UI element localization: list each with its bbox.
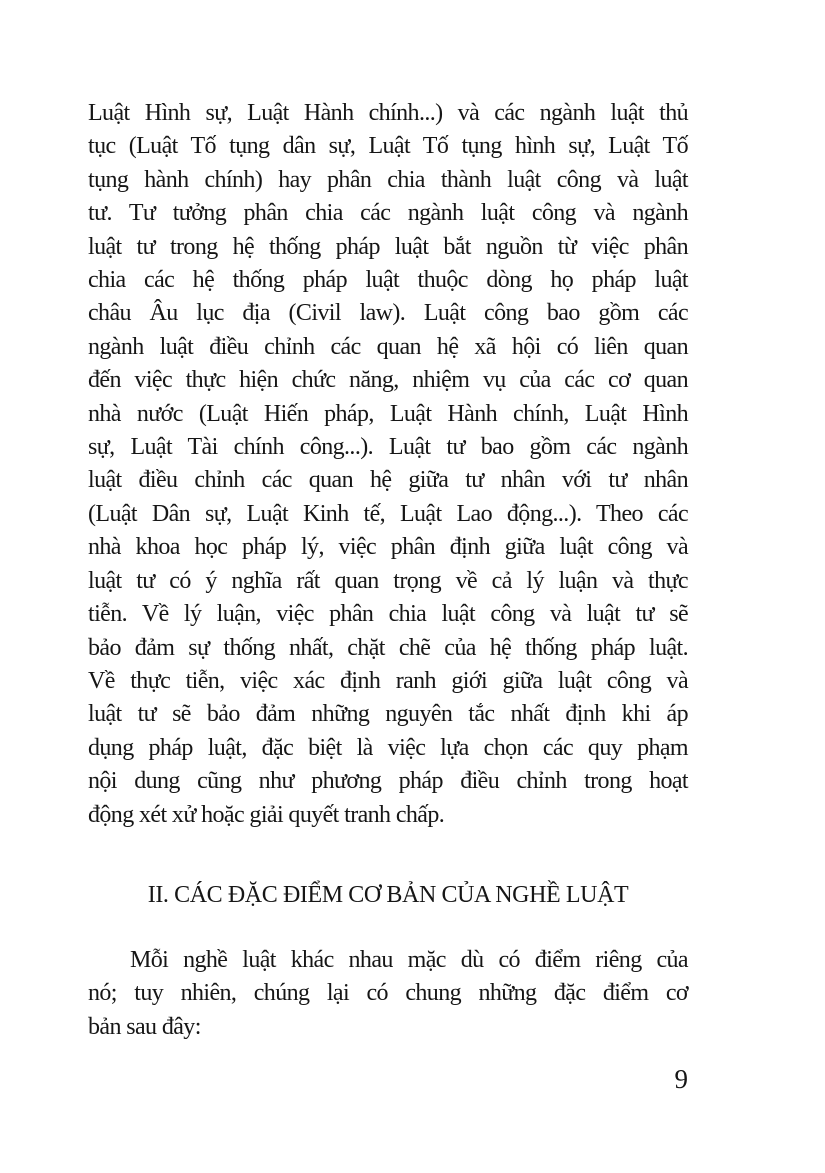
section-heading: II. CÁC ĐẶC ĐIỂM CƠ BẢN CỦA NGHỀ LUẬT <box>147 881 629 908</box>
text-line: Mỗi nghề luật khác nhau mặc dù có điểm riêng của <box>130 946 688 973</box>
text-line: ngành luật điều chỉnh các quan hệ xã hội có liên quan <box>88 333 688 360</box>
text-line: chia các hệ thống pháp luật thuộc dòng họ pháp luật <box>88 267 688 294</box>
text-line: bản sau đây: <box>88 1013 201 1040</box>
text-line: dụng pháp luật, đặc biệt là việc lựa chọn các quy phạm <box>88 734 688 761</box>
text-line: châu Âu lục địa (Civil law). Luật công bao gồm các <box>88 300 688 327</box>
text-line: luật tư trong hệ thống pháp luật bắt nguồn từ việc phân <box>88 233 688 260</box>
text-line: luật tư sẽ bảo đảm những nguyên tắc nhất định khi áp <box>88 701 688 728</box>
text-line: nhà nước (Luật Hiến pháp, Luật Hành chính, Luật Hình <box>88 400 688 427</box>
text-line: (Luật Dân sự, Luật Kinh tế, Luật Lao động...). Theo các <box>88 500 688 527</box>
text-line: bảo đảm sự thống nhất, chặt chẽ của hệ thống pháp luật. <box>88 634 688 661</box>
text-line: động xét xử hoặc giải quyết tranh chấp. <box>88 801 445 828</box>
text-line: Luật Hình sự, Luật Hành chính...) và các ngành luật thủ <box>88 100 688 126</box>
text-line: nó; tuy nhiên, chúng lại có chung những đặc điểm cơ <box>88 980 688 1007</box>
text-line: tư. Tư tưởng phân chia các ngành luật công và ngành <box>88 200 688 227</box>
text-column <box>88 97 688 1044</box>
text-line: nhà khoa học pháp lý, việc phân định giữa luật công và <box>88 534 688 561</box>
text-line: nội dung cũng như phương pháp điều chỉnh trong hoạt <box>88 768 688 795</box>
text-line: đến việc thực hiện chức năng, nhiệm vụ của các cơ quan <box>88 367 688 394</box>
text-line: luật điều chỉnh các quan hệ giữa tư nhân với tư nhân <box>88 467 688 494</box>
text-line: sự, Luật Tài chính công...). Luật tư bao gồm các ngành <box>88 434 688 461</box>
text-line: tụng hành chính) hay phân chia thành luật công và luật <box>88 166 688 193</box>
paragraph-1 <box>88 97 688 832</box>
text-line: tiễn. Về lý luận, việc phân chia luật công và luật tư sẽ <box>88 601 688 628</box>
text-line: Về thực tiễn, việc xác định ranh giới giữa luật công và <box>88 667 688 694</box>
page-number: 9 <box>674 1064 688 1094</box>
text-line: tục (Luật Tố tụng dân sự, Luật Tố tụng hình sự, Luật Tố <box>88 133 688 160</box>
paragraph-2 <box>88 944 688 1044</box>
text-line: luật tư có ý nghĩa rất quan trọng về cả lý luận và thực <box>88 567 688 594</box>
